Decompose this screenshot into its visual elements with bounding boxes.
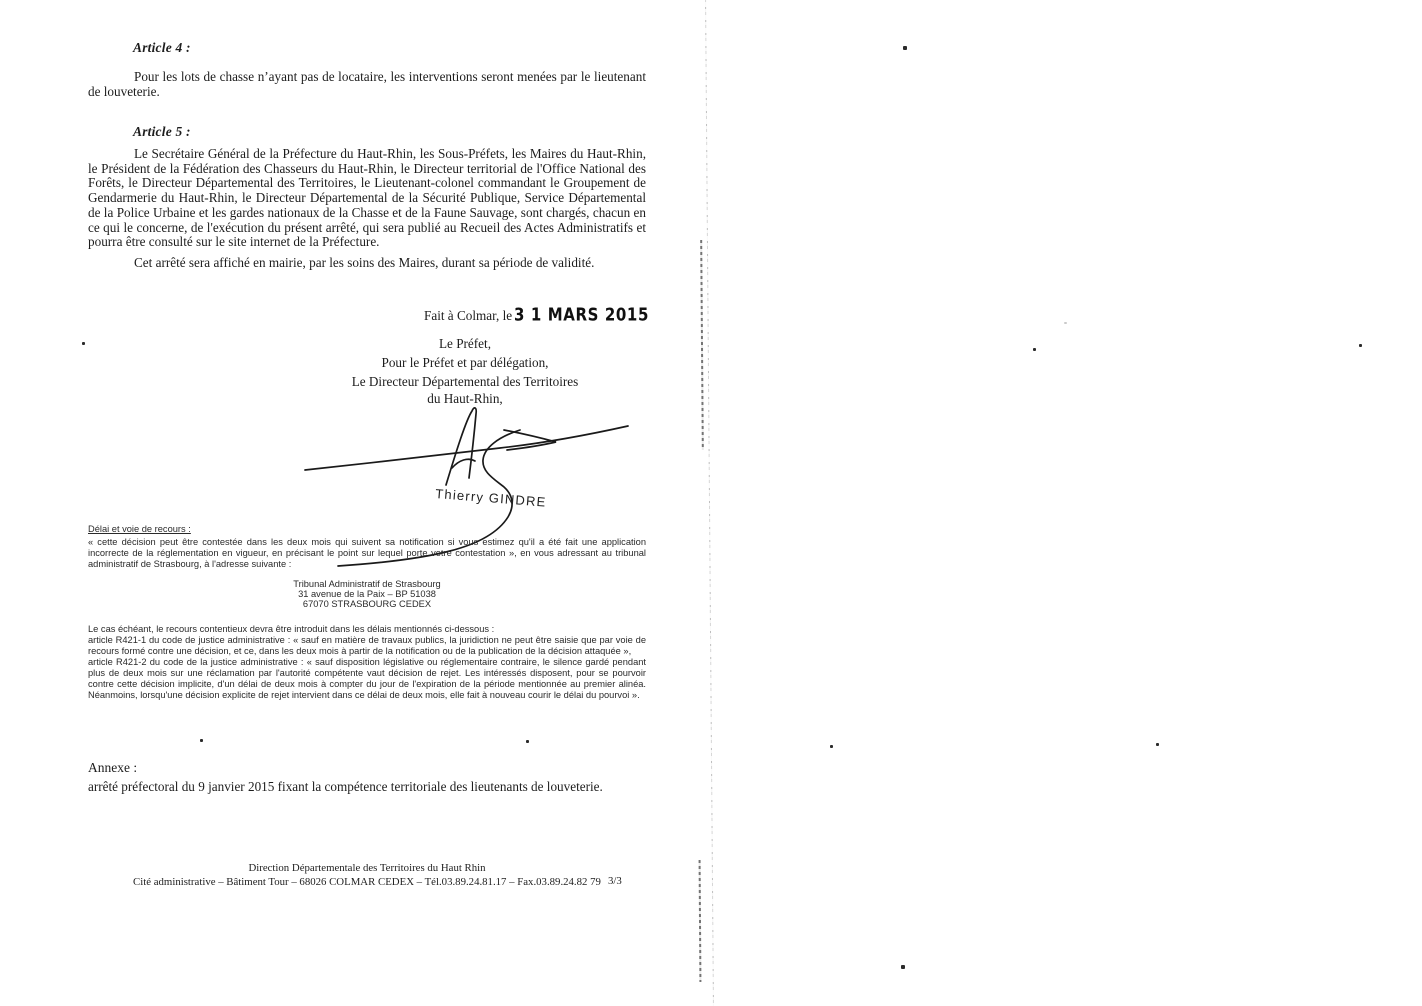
recours-details <box>88 624 646 701</box>
recours-details-paragraph: article R421-1 du code de justice administrative : « sauf en matière de travaux publics, la juridiction ne peut être saisie que par voie de recours formé contre une décision, et ce, dans les deux mois à partir de la notification ou de la publication de la décision attaquée », <box>88 635 646 656</box>
scan-fold-line <box>705 0 714 1006</box>
annexe-heading: Annexe : <box>88 760 138 775</box>
place-date-label: Fait à Colmar, le <box>424 308 513 323</box>
scan-speck <box>1359 344 1362 347</box>
scan-speck <box>830 745 833 748</box>
signature-titles <box>292 334 638 406</box>
address-line: 31 avenue de la Paix – BP 51038 <box>298 588 436 599</box>
recours-details-paragraph: article R421-2 du code de la justice administrative : « sauf disposition législative ou réglementaire contraire, le silence gardé pendant plus de deux mois sur une réclamation par l'autorité compétente vaut décision de rejet. Les intéressés disposent, pour se pourvoir contre cette décision implicite, d'un délai de deux mois à compter du jour de l'expiration de la période mentionnée au premier alinéa. Néanmoins, lorsqu'une décision explicite de rejet intervient dans ce délai de deux mois, elle fait à nouveau courir le délai du pourvoi ». <box>88 657 646 700</box>
annexe-paragraph: arrêté préfectoral du 9 janvier 2015 fixant la compétence territoriale des lieutenants de louveterie. <box>88 779 603 794</box>
footer-line: Cité administrative – Bâtiment Tour – 68026 COLMAR CEDEX – Tél.03.89.24.81.17 – Fax.03.89.24.82 79 <box>133 875 601 888</box>
document-body <box>88 0 649 1000</box>
recours-heading: Délai et voie de recours : <box>88 524 191 534</box>
article5-heading: Article 5 : <box>133 124 191 139</box>
article4-paragraph: Pour les lots de chasse n’ayant pas de locataire, les interventions seront menées par le lieutenant de louveterie. <box>88 69 646 99</box>
scan-speck <box>1064 322 1067 324</box>
article5-paragraph: Le Secrétaire Général de la Préfecture du Haut-Rhin, les Sous-Préfets, les Maires du Haut-Rhin, le Président de la Fédération des Chasseurs du Haut-Rhin, le Directeur territorial de l'Office National des Forêts, le Directeur Départemental des Territoires, le Lieutenant-colonel commandant le Groupement de Gendarmerie du Haut-Rhin, le Directeur Départemental de la Sécurité Publique, Service Départemental de la Police Urbaine et les gardes nationaux de la Chasse et de la Faune Sauvage, sont chargés, chacun en ce qui le concerne, de l'exécution du présent arrêté, qui sera publié au Recueil des Actes Administratifs et pourra être consulté sur le site internet de la Préfecture. <box>88 146 646 250</box>
recours-details-paragraph: Le cas échéant, le recours contentieux devra être introduit dans les délais mentionnés ci-dessous : <box>88 624 495 634</box>
scan-speck <box>1033 348 1036 351</box>
scan-fold-line-dark-segment <box>700 240 703 450</box>
address-line: Tribunal Administratif de Strasbourg <box>293 579 441 589</box>
scan-speck <box>901 965 905 969</box>
address-line: 67070 STRASBOURG CEDEX <box>302 598 432 609</box>
scan-speck <box>903 46 907 50</box>
tribunal-address <box>88 580 646 609</box>
signature-title-line: Pour le Préfet et par délégation, <box>381 355 549 370</box>
document-footer <box>88 862 646 889</box>
signature-title-line: du Haut-Rhin, <box>427 391 503 406</box>
page-number: 3/3 <box>608 875 622 887</box>
scan-speck <box>1156 743 1159 746</box>
scan-fold-line-dark-segment <box>698 860 700 982</box>
scan-speck <box>82 342 85 345</box>
signatory-name: Thierry GINDRE <box>434 486 548 510</box>
signature-title-line: Le Directeur Départemental des Territoires <box>351 374 579 389</box>
recours-intro-paragraph: « cette décision peut être contestée dans les deux mois qui suivent sa notification si vous estimez qu'il a été fait une application incorrecte de la réglementation en vigueur, en précisant le point sur lequel porte votre contestation », en vous adressant au tribunal administratif de Strasbourg, à l'adresse suivante : <box>88 537 646 569</box>
signature-title-line: Le Préfet, <box>439 336 491 351</box>
display-note-paragraph: Cet arrêté sera affiché en mairie, par les soins des Maires, durant sa période de validité. <box>134 255 595 270</box>
footer-line: Direction Départementale des Territoires du Haut Rhin <box>248 862 486 874</box>
date-stamp: 3 1 MARS 2015 <box>514 304 649 326</box>
article4-heading: Article 4 : <box>133 40 191 55</box>
